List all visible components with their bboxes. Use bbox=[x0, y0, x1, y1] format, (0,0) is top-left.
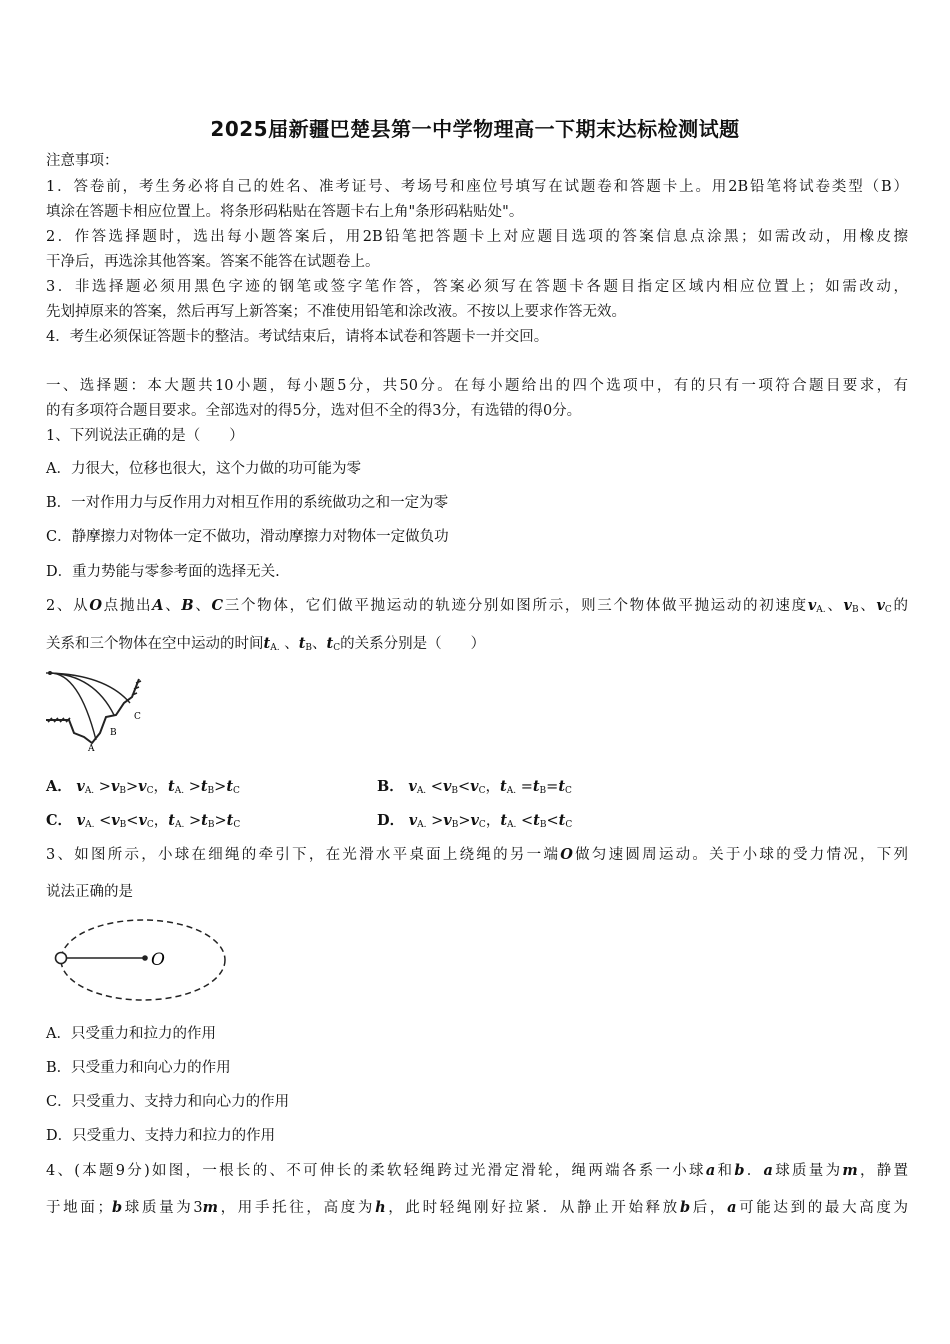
notice-item-4: 4．考生必须保证答题卡的整洁。考试结束后，请将本试卷和答题卡一并交回。 bbox=[46, 329, 549, 345]
notice-item-1-cont: 填涂在答题卡相应位置上。将条形码粘贴在答题卡右上角"条形码粘贴处"。 bbox=[46, 204, 524, 220]
q3-ball bbox=[56, 953, 67, 964]
notice-item-3-cont: 先划掉原来的答案，然后再写上新答案；不准使用铅笔和涂改液。不按以上要求作答无效。 bbox=[46, 304, 626, 320]
q3-stem-line2: 说法正确的是 bbox=[46, 884, 133, 900]
q2-stem-line2: 关系和三个物体在空中运动的时间$t_{A.}$ 、$t_B$、$t_C$的关系分别是（ ） bbox=[46, 635, 486, 653]
notice-item-2-cont: 干净后，再选涂其他答案。答案不能答在试题卷上。 bbox=[46, 254, 380, 270]
section-intro-cont: 的有多项符合题目要求。全部选对的得5分，选对但不全的得3分，有选错的得0分。 bbox=[46, 403, 582, 419]
q2-option-c: C． $v_{A.} <v_B<v_C$，$t_{A.} >t_B>t_C$ bbox=[46, 812, 241, 830]
q1-option-a: A．力很大，位移也很大，这个力做的功可能为零 bbox=[46, 461, 361, 477]
q3-center-point bbox=[142, 955, 148, 961]
q2-option-d: D． $v_{A.} >v_B>v_C$，$t_{A.} <t_B<t_C$ bbox=[377, 812, 573, 830]
q2-option-a: A． $v_{A.} >v_B>v_C$，$t_{A.} >t_B>t_C$ bbox=[46, 778, 240, 796]
q1-option-c: C．静摩擦力对物体一定不做功，滑动摩擦力对物体一定做负功 bbox=[46, 529, 449, 545]
q1-option-b: B．一对作用力与反作用力对相互作用的系统做功之和一定为零 bbox=[46, 495, 449, 511]
q1-stem: 1、下列说法正确的是（ ） bbox=[46, 428, 244, 444]
exam-title: 2025届新疆巴楚县第一中学物理高一下期末达标检测试题 bbox=[210, 117, 740, 141]
q2-trajectory-b bbox=[50, 673, 114, 715]
notice-item-2: 2．作答选择题时，选出每小题答案后，用2B铅笔把答题卡上对应题目选项的答案信息点涂黑；如需改动，用橡皮擦 bbox=[46, 229, 908, 245]
q1-option-d: D．重力势能与零参考面的选择无关. bbox=[46, 564, 280, 580]
q4-stem-line2: 于地面；b球质量为3m，用手托往，高度为h，此时轻绳刚好拉紧．从静止开始释放b后，a可能达到的最大高度为 bbox=[46, 1199, 909, 1216]
q2-trajectory-c bbox=[50, 673, 130, 703]
q2-label-c: C bbox=[134, 712, 141, 722]
q3-option-a: A．只受重力和拉力的作用 bbox=[46, 1026, 216, 1042]
notice-heading: 注意事项： bbox=[46, 153, 119, 169]
q3-label-o: O bbox=[151, 950, 165, 970]
q3-circular-path bbox=[61, 920, 225, 1000]
q2-label-a: A bbox=[88, 744, 95, 754]
q2-stem-line1: 2、从O点抛出A、B、C三个物体，它们做平抛运动的轨迹分别如图所示，则三个物体做平抛运动的初速度$v_{A.}$、$v_B$、$v_C$的 bbox=[46, 597, 908, 615]
q2-origin-point bbox=[48, 671, 52, 675]
q2-option-b: B． $v_{A.} <v_B<v_C$，$t_{A.} =t_B=t_C$ bbox=[377, 778, 572, 796]
section-intro: 一、选择题：本大题共10小题，每小题5分，共50分。在每小题给出的四个选项中，有的只有一项符合题目要求，有 bbox=[46, 378, 908, 394]
q2-trajectory-figure bbox=[44, 665, 154, 755]
q2-label-b: B bbox=[110, 728, 117, 738]
q3-option-c: C．只受重力、支持力和向心力的作用 bbox=[46, 1094, 290, 1110]
q3-option-b: B．只受重力和向心力的作用 bbox=[46, 1060, 231, 1076]
q3-circular-motion-figure bbox=[50, 915, 230, 1005]
notice-item-3: 3．非选择题必须用黑色字迹的钢笔或签字笔作答，答案必须写在答题卡各题目指定区域内相应位置上；如需改动， bbox=[46, 279, 908, 295]
q3-option-d: D．只受重力、支持力和拉力的作用 bbox=[46, 1128, 276, 1144]
q3-stem-line1: 3、如图所示，小球在细绳的牵引下，在光滑水平桌面上绕绳的另一端O做匀速圆周运动。关于小球的受力情况，下列 bbox=[46, 846, 908, 863]
q4-stem-line1: 4、(本题9分)如图，一根长的、不可伸长的柔软轻绳跨过光滑定滑轮，绳两端各系一小球a和b．a球质量为m，静置 bbox=[46, 1162, 909, 1179]
notice-item-1: 1．答卷前，考生务必将自己的姓名、准考证号、考场号和座位号填写在试题卷和答题卡上。用2B铅笔将试卷类型（B） bbox=[46, 179, 908, 195]
